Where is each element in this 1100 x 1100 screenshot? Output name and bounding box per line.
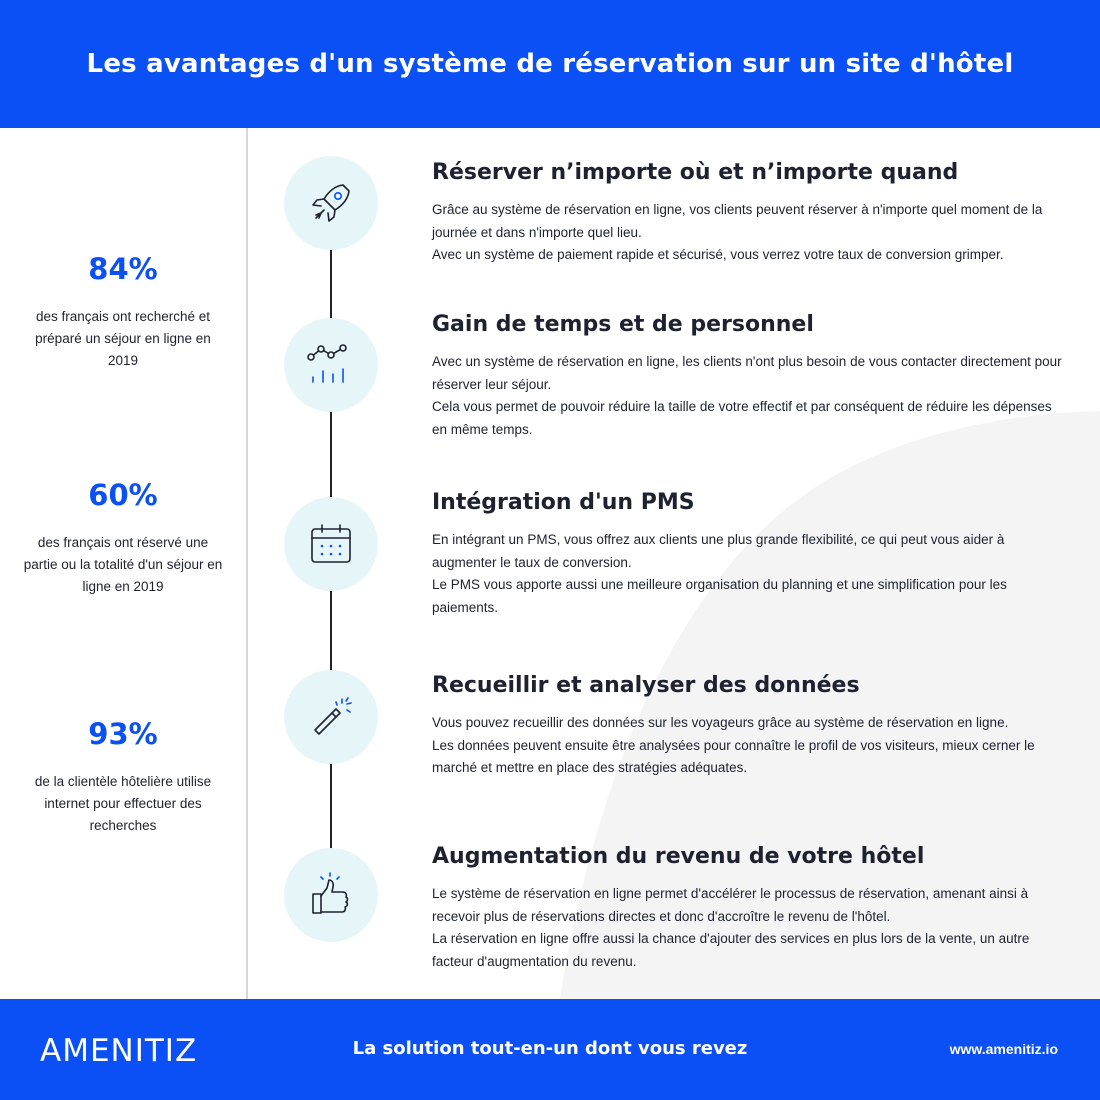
benefit-item (432, 312, 1062, 441)
benefit-text: Avec un système de paiement rapide et sécurisé, vous verrez votre taux de conversion grimper. (432, 247, 1004, 262)
benefit-item (432, 844, 1062, 973)
benefit-text: Le système de réservation en ligne permet d'accélérer le processus de réservation, amenant ainsi à recevoir plus de réservations directes et donc d'accroître le revenu de l'hôtel. (432, 886, 1029, 924)
benefit-text: Le PMS vous apporte aussi une meilleure organisation du planning et une simplification pour les paiements. (432, 577, 1007, 615)
benefit-text: La réservation en ligne offre aussi la chance d'ajouter des services en plus lors de la vente, un autre facteur d'augmentation du revenu. (432, 931, 1030, 969)
benefit-item (432, 490, 1062, 619)
analytics-chart-icon (284, 318, 378, 412)
benefit-text: En intégrant un PMS, vous offrez aux clients une plus grande flexibilité, ce qui peut vous aider à augmenter le taux de conversion. (432, 532, 1005, 570)
header-banner (0, 0, 1100, 128)
stat-description: de la clientèle hôtelière utilise internet pour effectuer des recherches (34, 774, 212, 833)
main-content (0, 128, 1100, 999)
stat-value: 93% (88, 717, 158, 751)
rocket-icon (284, 156, 378, 250)
benefit-title: Augmentation du revenu de votre hôtel (432, 844, 925, 869)
benefit-text: Vous pouvez recueillir des données sur les voyageurs grâce au système de réservation en ligne. (432, 715, 1009, 730)
benefit-text: Les données peuvent ensuite être analysées pour connaître le profil de vos visiteurs, mieux cerner le marché et mettre en place des stratégies adéquates. (432, 737, 1035, 775)
benefit-text: Avec un système de réservation en ligne, les clients n'ont plus besoin de vous contacter directement pour réserver leur séjour. (432, 354, 1062, 392)
benefit-item (432, 673, 1062, 780)
benefit-title: Intégration d'un PMS (432, 490, 695, 515)
benefit-text: Grâce au système de réservation en ligne, vos clients peuvent réserver à n'importe quel moment de la journée et dans n'importe quel lieu. (432, 202, 1043, 240)
page-title: Les avantages d'un système de réservation sur un site d'hôtel (86, 49, 1014, 79)
benefit-item (432, 160, 1062, 267)
stat-block (0, 252, 246, 372)
stat-block (0, 717, 246, 837)
stat-description: des français ont réservé une partie ou la totalité d'un séjour en ligne en 2019 (23, 535, 223, 594)
benefit-title: Recueillir et analyser des données (432, 673, 860, 698)
magic-wand-icon (284, 670, 378, 764)
stat-value: 60% (88, 478, 158, 512)
stat-value: 84% (88, 252, 158, 286)
tagline-text: La solution tout-en-un dont vous revez (352, 1038, 748, 1059)
calendar-icon (284, 497, 378, 591)
website-link[interactable]: www.amenitiz.io (949, 1041, 1058, 1057)
amenitiz-logo: AMENITIZ (40, 1033, 198, 1069)
benefit-title: Réserver n’importe où et n’importe quand (432, 160, 959, 185)
footer-tagline (0, 1038, 1100, 1059)
benefit-title: Gain de temps et de personnel (432, 312, 814, 337)
stats-column (0, 128, 248, 999)
benefit-text: Cela vous permet de pouvoir réduire la taille de votre effectif et par conséquent de réduire les dépenses en même temps. (432, 399, 1052, 437)
thumbs-up-icon (284, 848, 378, 942)
stat-block (0, 478, 246, 598)
stat-description: des français ont recherché et préparé un séjour en ligne en 2019 (35, 309, 211, 368)
footer-banner (0, 999, 1100, 1100)
